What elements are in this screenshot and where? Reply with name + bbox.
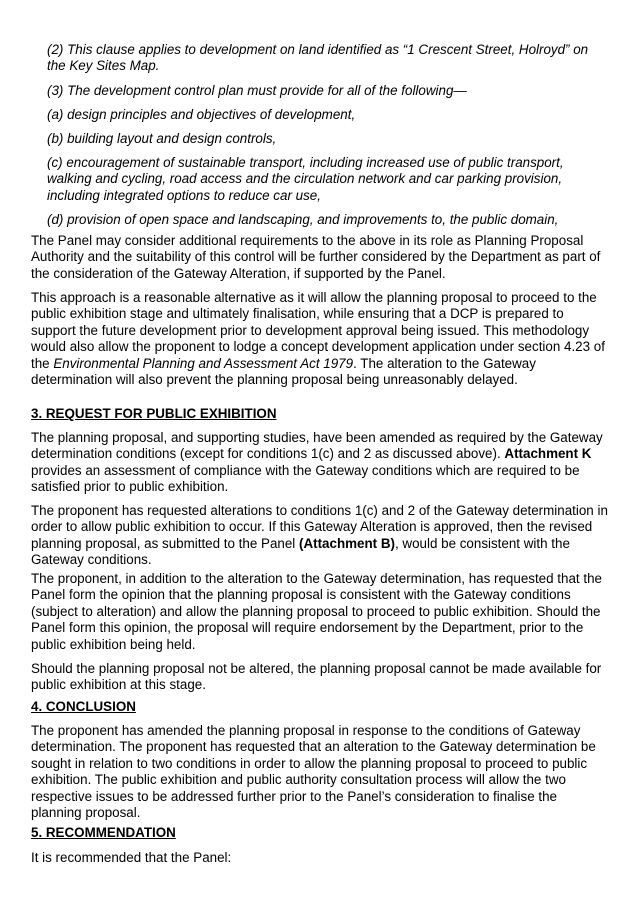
s3p2-text-before: The proponent has requested alterations to conditions 1(c) and 2 of the Gateway determination in order to allow public exhibition to occur. If this Gateway Alteration is approved, then the revised planning proposal, as submitted to the Panel: [31, 503, 608, 551]
approach-text-before: This approach is a reasonable alternative as it will allow the planning proposal to proceed to the public exhibition stage and ultimately finalisation, while ensuring that a DCP is prepared to support the future development prior to development approval being issued. This methodology would also allow the proponent to lodge a concept development application under section 4.23 of the: [31, 290, 605, 371]
clause-item-b: (b) building layout and design controls,: [47, 131, 277, 146]
approach-paragraph: [31, 290, 611, 388]
s3p2-text-after: , would be consistent with the Gateway conditions.: [31, 535, 570, 568]
section-3-paragraph-2: [31, 503, 611, 569]
section-4-heading: 4. CONCLUSION: [31, 699, 136, 714]
act-title: Environmental Planning and Assessment Act 1979: [53, 355, 354, 371]
clause-item-d: (d) provision of open space and landscaping, and improvements to, the public domain,: [47, 212, 559, 227]
section-3-paragraph-1: [31, 430, 611, 496]
s3p1-text-before: The planning proposal, and supporting studies, have been amended as required by the Gateway determination conditions (except for conditions 1(c) and 2 as discussed above).: [31, 430, 603, 462]
s3p1-text-after: provides an assessment of compliance with the Gateway conditions which are required to be satisfied prior to public exhibition.: [31, 462, 580, 495]
section-4-paragraph-1: The proponent has amended the planning proposal in response to the conditions of Gateway determination. The proponent has requested that an alteration to the Gateway determination be sought in relation to two conditions in order to allow the planning proposal to proceed to public exhibition. The public exhibition and public authority consultation process will allow the two respective issues to be addressed further prior to the Panel’s consideration to finalise the planning proposal.: [31, 723, 596, 821]
attachment-k-ref: Attachment K: [504, 446, 592, 462]
section-3-paragraph-3: The proponent, in addition to the alteration to the Gateway determination, has requested that the Panel form the opinion that the planning proposal is consistent with the Gateway conditions (subject to alteration) and allow the planning proposal to proceed to public exhibition. Should the Panel form this opinion, the proposal will require endorsement by the Department, prior to the public exhibition being held.: [31, 571, 602, 652]
clause-3: (3) The development control plan must provide for all of the following—: [47, 83, 467, 98]
section-5-heading: 5. RECOMMENDATION: [31, 825, 176, 840]
panel-paragraph: The Panel may consider additional requirements to the above in its role as Planning Proposal Authority and the suitability of this control will be further considered by the Department as part of the consideration of the Gateway Alteration, if supported by the Panel.: [31, 233, 601, 281]
clause-2: (2) This clause applies to development on land identified as “1 Crescent Street, Holroyd” on the Key Sites Map.: [47, 42, 589, 74]
clause-item-c: (c) encouragement of sustainable transport, including increased use of public transport, walking and cycling, road access and the circulation network and car parking provision, including integrated options to reduce car use,: [47, 155, 564, 203]
section-3-paragraph-4: Should the planning proposal not be altered, the planning proposal cannot be made available for public exhibition at this stage.: [31, 661, 602, 693]
section-3-heading: 3. REQUEST FOR PUBLIC EXHIBITION: [31, 406, 277, 421]
attachment-b-ref: (Attachment B): [299, 535, 395, 551]
section-5-paragraph-1: It is recommended that the Panel:: [31, 850, 232, 865]
approach-text-after: . The alteration to the Gateway determination will also prevent the planning proposal being unreasonably delayed.: [31, 355, 536, 388]
clause-item-a: (a) design principles and objectives of development,: [47, 107, 356, 122]
